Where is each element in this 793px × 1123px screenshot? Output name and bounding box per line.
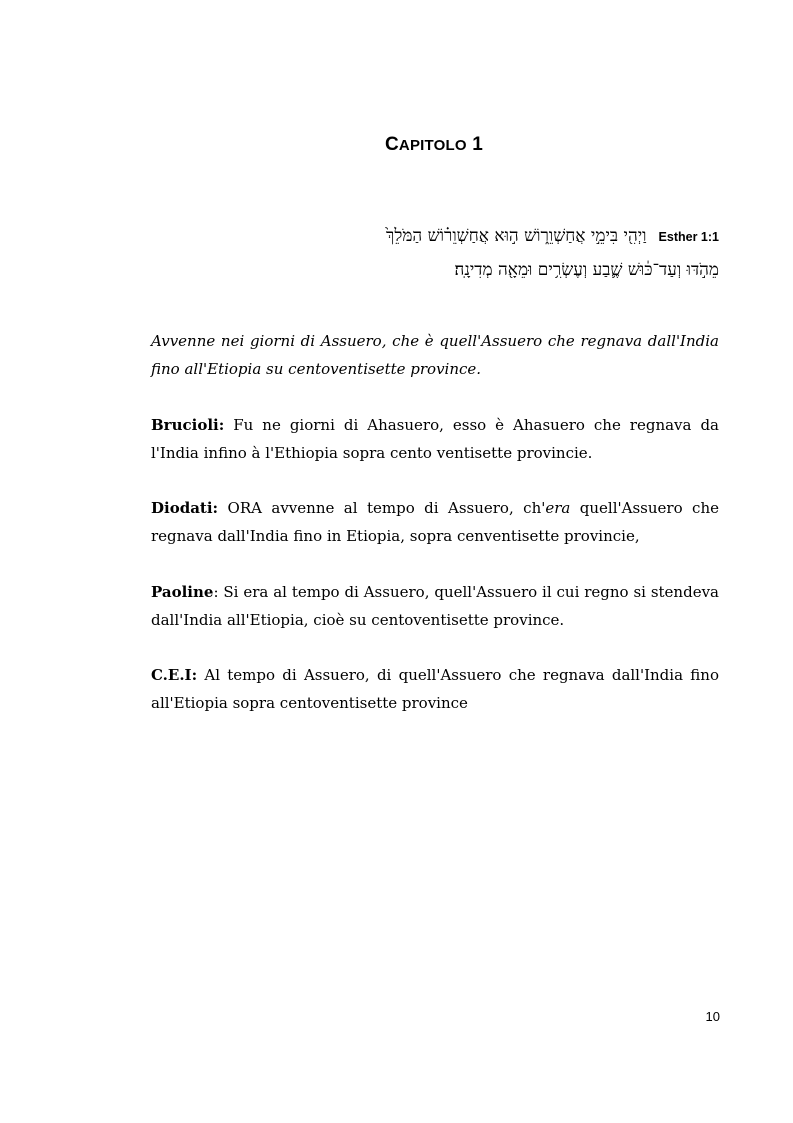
chapter-title-initial: C <box>385 134 399 155</box>
page-number: 10 <box>705 1009 720 1024</box>
chapter-number: 1 <box>472 134 483 155</box>
diodati-text-before: ORA avvenne al tempo di Assuero, ch' <box>218 499 546 517</box>
diodati-text-after: quell'Assuero che regnava dall'India fino in Etiopia, sopra cenventisette provincie, <box>151 499 719 545</box>
paoline-translation <box>151 578 719 634</box>
cei-translation <box>151 661 719 717</box>
diodati-label: Diodati: <box>151 499 219 517</box>
paoline-label: Paoline <box>151 583 214 601</box>
brucioli-translation <box>151 411 719 467</box>
chapter-title-rest: APITOLO <box>398 137 467 154</box>
hebrew-verse-line-1 <box>151 226 719 260</box>
chapter-title <box>0 134 793 156</box>
paoline-text: : Si era al tempo di Assuero, quell'Assuero il cui regno si stendeva dall'India all'Etiopia, cioè su centoventisette province. <box>151 583 719 629</box>
italian-translation: Avvenne nei giorni di Assuero, che è quell'Assuero che regnava dall'India fino all'Etiopia su centoventisette province. <box>151 332 719 378</box>
diodati-text-italic: era <box>545 499 571 517</box>
hebrew-verse <box>151 226 719 294</box>
brucioli-label: Brucioli: <box>151 416 225 434</box>
hebrew-text-line-1: וַיְהִ֖י בִּימֵ֣י אֲחַשְׁוֵר֑וֹשׁ ה֣וּא אֲחַשְׁוֵר֗וֹשׁ הַמֹּלֵךְ֙ <box>386 226 647 246</box>
diodati-translation <box>151 494 719 550</box>
brucioli-text: Fu ne giorni di Ahasuero, esso è Ahasuero che regnava da l'India infino à l'Ethiopia sopra cento ventisette provincie. <box>151 416 719 462</box>
verse-reference: Esther 1:1 <box>658 230 719 244</box>
hebrew-text-line-2: מֵהֹ֣דּוּ וְעַד־כּ֔וּשׁ שֶׁ֛בַע וְעֶשְׂרִ֥ים וּמֵאָ֖ה מְדִינָֽה׃ <box>454 260 719 280</box>
cei-text: Al tempo di Assuero, di quell'Assuero che regnava dall'India fino all'Etiopia sopra centoventisette province <box>151 666 719 712</box>
cei-label: C.E.I: <box>151 666 198 684</box>
